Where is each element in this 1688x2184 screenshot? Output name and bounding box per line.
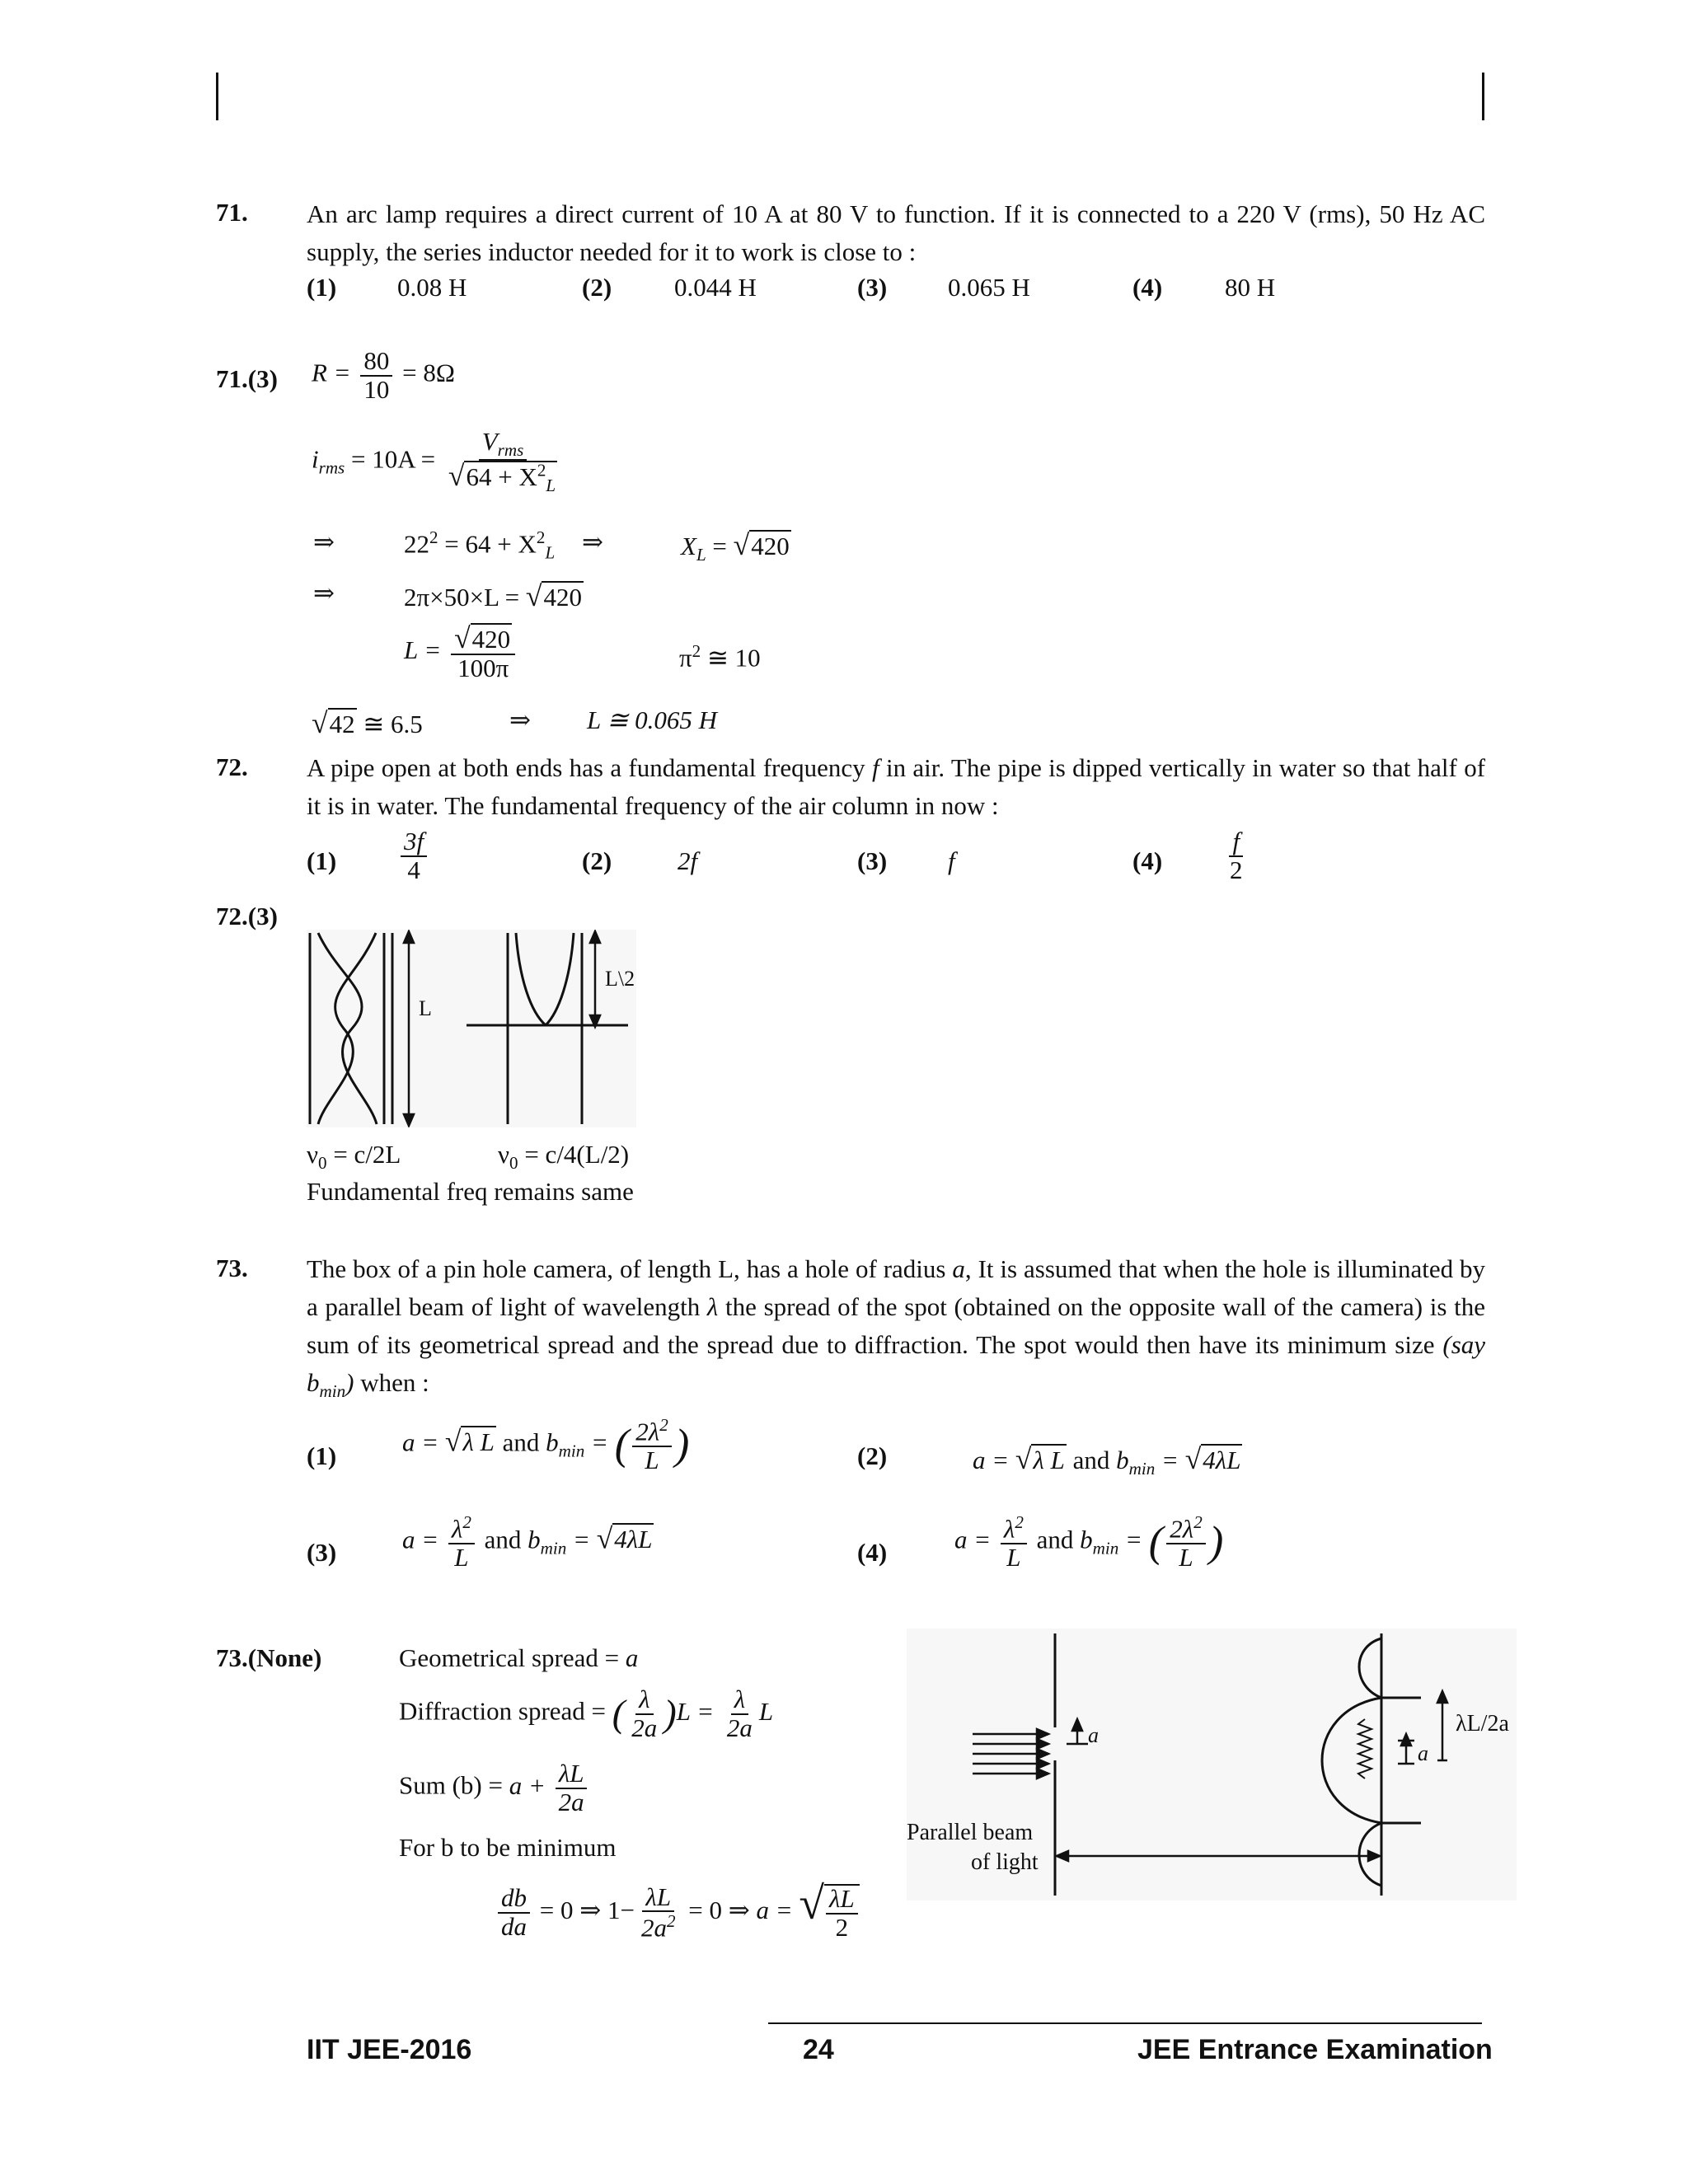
equation-line-3b: $X_L = √420$ [681, 528, 790, 565]
superscript: 2 [536, 527, 546, 547]
root: 420 [471, 625, 511, 654]
eq-text: ν [307, 1140, 319, 1169]
numerator: 3f [401, 828, 427, 857]
diffraction-spread: Diffraction spread = ( $\frac{\lambda}{2a}$ )L = $\frac{\lambda}{2a}$ L [399, 1685, 774, 1742]
derivative-equation: $\frac{db}{da}$ = 0 ⇒ 1− $\frac{\lambda L}{2a^2}$ = 0 ⇒ a = √ $\frac{\lambda L}{2}$ [495, 1877, 860, 1942]
option-number: (4) [857, 1538, 888, 1567]
option-value: a = √λ L and $b_{min} = √4\lambda L$ [973, 1442, 1241, 1479]
implies-arrow: ⇒ [509, 705, 531, 734]
sum-spread: Sum (b) = a + $\frac{\lambda L}{2a}$ [399, 1760, 591, 1816]
answer-label: 73.(None) [216, 1643, 322, 1672]
question-number: 72. [216, 752, 248, 781]
subscript: 0 [509, 1153, 518, 1174]
subscript: min [319, 1381, 346, 1402]
footer-left: IIT JEE-2016 [307, 2034, 472, 2065]
equation-result: L ≅ 0.065 H [587, 705, 718, 734]
option-value: 0.065 H [948, 273, 1030, 302]
implies-arrow: ⇒ [582, 527, 603, 556]
eq-text: = 10A = [351, 444, 436, 474]
text: and [502, 1427, 540, 1457]
equation-resistance [312, 348, 455, 403]
frequency-open-pipe [307, 1140, 401, 1174]
equation-line-3a [404, 527, 555, 564]
eq-text: X [681, 532, 696, 560]
question-number: 71. [216, 198, 248, 227]
text: a [952, 1254, 965, 1283]
option-number: (1) [307, 846, 337, 875]
subscript: L [546, 476, 556, 496]
text: when : [360, 1368, 429, 1397]
eq-text: 64 + X [466, 462, 537, 492]
diffraction-spread-label: λL/2a [1456, 1711, 1509, 1736]
text: in air. The pipe is dipped vertically in water so that half of it is in water. The fundamental frequency of the air column in now : [307, 753, 1486, 820]
denominator: 4 [407, 855, 420, 884]
eq-text: = c/4(L/2) [518, 1140, 630, 1169]
option-value: a = $\frac{\lambda^2}{L}$ and $b_{min}$ = ( $\frac{2\lambda^2}{L}$ ) [954, 1512, 1224, 1572]
denominator: 10 [363, 374, 390, 404]
bmin-term: (say $b_{min}$) [307, 1330, 1486, 1402]
option-value: a = $\frac{\lambda^2}{L}$ and $b_{min} = √4\lambda L$ [402, 1512, 653, 1572]
eq-text: = 64 + X [438, 529, 537, 559]
pipe-standing-wave-figure [307, 930, 636, 1127]
spot-radius-label: a [1418, 1741, 1428, 1765]
pinhole-diffraction-figure [907, 1629, 1517, 1900]
numerator [479, 429, 528, 461]
eq-text: L = [404, 635, 442, 665]
equation-line-4: 2π×50×L = √420 [404, 579, 582, 612]
hole-radius-label: a [1088, 1723, 1099, 1747]
text: say b [307, 1330, 1486, 1397]
text: Geometrical spread = [399, 1643, 626, 1672]
option-value: f [948, 846, 955, 875]
fraction [451, 623, 515, 682]
text: and [484, 1525, 522, 1554]
option-number: (2) [582, 273, 612, 302]
footer-right: JEE Entrance Examination [1137, 2034, 1493, 2065]
option-value: 0.044 H [674, 273, 757, 302]
option-number: (3) [857, 273, 888, 302]
eq-text: π [679, 643, 692, 673]
text: Diffraction spread = [399, 1696, 612, 1726]
root: 420 [543, 583, 582, 612]
eq-text: i [312, 444, 319, 474]
text: A pipe open at both ends has a fundamental frequency [307, 753, 865, 782]
subscript: 0 [318, 1153, 327, 1174]
text: and [1072, 1446, 1110, 1474]
conclusion-text: Fundamental freq remains same [307, 1177, 634, 1206]
equation-irms [312, 429, 564, 495]
superscript: 2 [537, 460, 546, 480]
beam-label-line1: Parallel beam [907, 1820, 1034, 1845]
text: f [871, 753, 879, 782]
implies-arrow: ⇒ [313, 579, 335, 607]
geometrical-spread [399, 1643, 638, 1673]
eq-text: ν [498, 1140, 510, 1169]
question-text [307, 1250, 1485, 1410]
option-number: (2) [582, 846, 612, 875]
denominator: 100π [457, 654, 509, 683]
superscript: 2 [692, 641, 701, 661]
crop-mark-right [1482, 73, 1484, 120]
option-value: 80 H [1225, 273, 1276, 302]
option-value: a = √λ L and $b_{min}$ = ( $\frac{2\lambda^2}{L}$ ) [402, 1415, 690, 1474]
text: The box of a pin hole camera, of length L, has a hole of radius [307, 1254, 946, 1283]
footer-rule [768, 2022, 1482, 2024]
beam-label-line2: of light [971, 1849, 1039, 1875]
subscript: rms [497, 440, 524, 461]
option-value: 2f [678, 846, 698, 875]
numerator: √420 [451, 623, 515, 655]
option-number: (4) [1132, 846, 1163, 875]
eq-text: 2π×50×L = [404, 583, 526, 612]
implies-arrow: ⇒ [313, 527, 335, 556]
answer-label: 72.(3) [216, 902, 278, 930]
eq-text: = c/2L [326, 1140, 401, 1169]
text: , It is assumed that when the hole is illuminated by a parallel beam of light of wavelength [307, 1254, 1485, 1321]
question-text [307, 749, 1485, 825]
eq-text: ≅ 10 [701, 643, 761, 673]
root: 42 [329, 710, 355, 738]
fraction [445, 429, 560, 495]
text: and [1036, 1525, 1074, 1554]
eq-text: = [706, 532, 734, 560]
superscript: 2 [429, 527, 438, 547]
option-number: (4) [1132, 273, 1163, 302]
subscript: L [545, 542, 556, 563]
numerator: f [1229, 828, 1243, 857]
denominator: $√64 + X^2_L$ [448, 459, 556, 496]
frequency-closed-pipe [498, 1140, 629, 1174]
option-number: (1) [307, 1441, 337, 1470]
option-value: 0.08 H [397, 273, 467, 302]
root: 420 [751, 532, 790, 560]
eq-text: V [481, 427, 498, 456]
eq-text: ≅ 6.5 [356, 710, 423, 738]
text: λ [706, 1292, 719, 1321]
denominator: 2 [1230, 855, 1243, 884]
text: a [625, 1643, 639, 1672]
numerator: 80 [360, 348, 392, 377]
equation-line-6: √42 ≅ 6.5 [312, 706, 423, 739]
option-number: (3) [857, 846, 888, 875]
question-text: An arc lamp requires a direct current of 10 A at 80 V to function. If it is connected to a 220 V (rms), 50 Hz AC supply, the series inductor needed for it to work is close to : [307, 199, 1485, 266]
half-length-label: L\2 [605, 967, 635, 991]
option-number: (2) [857, 1441, 888, 1470]
length-label: L [419, 996, 432, 1020]
page-number: 24 [803, 2034, 834, 2065]
crop-mark-left [216, 73, 218, 120]
option-number: (1) [307, 273, 337, 302]
root [464, 460, 557, 496]
option-value [401, 828, 427, 883]
eq-text: = 8Ω [402, 358, 455, 387]
question-number: 73. [216, 1254, 248, 1282]
text: the spread of the spot (obtained on the opposite wall of the camera) is the sum of its geometrical spread and the spread due to diffraction. The spot would then have its minimum size [307, 1292, 1485, 1359]
subscript: L [696, 545, 706, 565]
minimum-condition: For b to be minimum [399, 1833, 617, 1862]
option-value [1226, 828, 1246, 883]
text: Sum (b) = [399, 1770, 509, 1800]
option-number: (3) [307, 1538, 337, 1567]
subscript: rms [318, 457, 345, 478]
answer-label: 71.(3) [216, 364, 278, 393]
equation-line-5 [404, 623, 518, 682]
equation-pi-approx [679, 641, 761, 673]
eq-text: R = [312, 358, 351, 387]
eq-text: 22 [404, 529, 429, 559]
fraction [360, 348, 392, 403]
